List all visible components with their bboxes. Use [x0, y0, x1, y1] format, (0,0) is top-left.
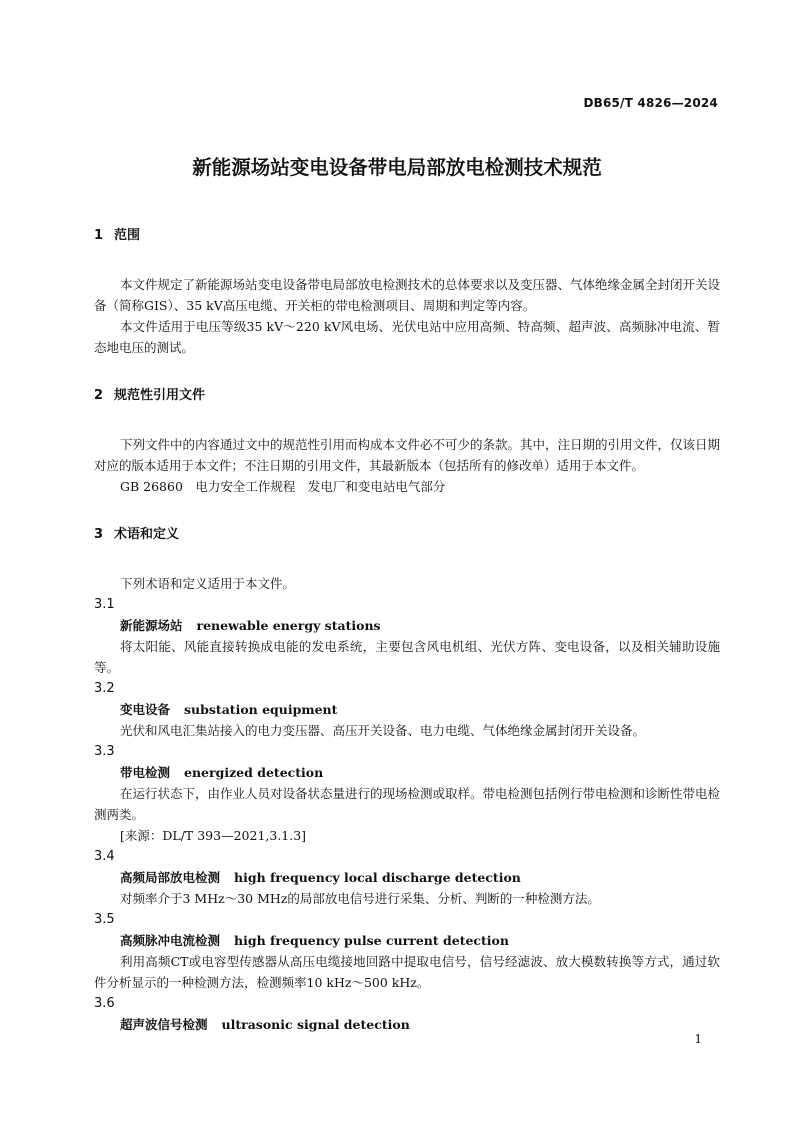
- document-title: 新能源场站变电设备带电局部放电检测技术规范: [192, 156, 602, 179]
- term-definition: 利用高频CT或电容型传感器从高压电缆接地回路中提取电信号，信号经滤波、放大模数转换等方式，通过软件分析显示的一种检测方法，检测频率10 kHz～500 kHz。: [94, 954, 720, 990]
- term-source: [来源：DL/T 393—2021,3.1.3]: [120, 828, 307, 843]
- term-title: [94, 930, 720, 951]
- section-references-body: [94, 434, 720, 497]
- paragraph: 本文件适用于电压等级35 kV～220 kV风电场、光伏电站中应用高频、特高频、超声波、高频脉冲电流、暂态地电压的测试。: [94, 319, 720, 355]
- term-zh: 带电检测: [120, 765, 171, 780]
- section-scope-body: [94, 274, 720, 358]
- paragraph: 下列文件中的内容通过文中的规范性引用而构成本文件必不可少的条款。其中，注日期的引用文件，仅该日期对应的版本适用于本文件；不注日期的引用文件，其最新版本（包括所有的修改单）适用于本文件。: [94, 437, 721, 473]
- term-definition: 在运行状态下，由作业人员对设备状态量进行的现场检测或取样。带电检测包括例行带电检测和诊断性带电检测两类。: [94, 786, 721, 822]
- term-number: 3.5: [94, 912, 115, 927]
- term-en: high frequency pulse current detection: [234, 933, 509, 948]
- paragraph: 本文件规定了新能源场站变电设备带电局部放电检测技术的总体要求以及变压器、气体绝缘金属全封闭开关设备（简称GIS）、35 kV高压电缆、开关柜的带电检测项目、周期和判定等内容。: [94, 277, 721, 313]
- term-en: high frequency local discharge detection: [234, 870, 521, 885]
- page-number: 1: [694, 1032, 702, 1046]
- term-title: [94, 1014, 720, 1035]
- term-zh: 高频局部放电检测: [120, 870, 221, 885]
- section-heading-normative-references: [94, 386, 720, 406]
- section-heading-scope: [94, 226, 720, 246]
- section-number: 2: [94, 388, 104, 403]
- term-definition: 光伏和风电汇集站接入的电力变压器、高压开关设备、电力电缆、气体绝缘金属封闭开关设备。: [120, 723, 646, 738]
- term-number: 3.4: [94, 849, 115, 864]
- term-en: substation equipment: [184, 702, 338, 717]
- term-title: [94, 762, 720, 783]
- section-number: 3: [94, 527, 104, 542]
- section-number: 1: [94, 228, 104, 243]
- section-title: 规范性引用文件: [114, 388, 206, 403]
- term-title: [94, 699, 720, 720]
- term-en: ultrasonic signal detection: [221, 1017, 410, 1032]
- section-title: 范围: [114, 228, 141, 243]
- term-number: 3.6: [94, 996, 115, 1011]
- section-terms-body: [94, 573, 720, 1035]
- term-zh: 高频脉冲电流检测: [120, 933, 221, 948]
- term-definition: 对频率介于3 MHz～30 MHz的局部放电信号进行采集、分析、判断的一种检测方法。: [120, 891, 600, 906]
- section-title: 术语和定义: [114, 527, 180, 542]
- standard-code: DB65/T 4826—2024: [583, 96, 718, 110]
- term-number: 3.3: [94, 744, 115, 759]
- term-title: [94, 615, 720, 636]
- document-body: [94, 226, 720, 1035]
- term-number: 3.1: [94, 597, 115, 612]
- term-en: renewable energy stations: [196, 618, 381, 633]
- reference-item: GB 26860 电力安全工作规程 发电厂和变电站电气部分: [120, 479, 446, 494]
- term-en: energized detection: [184, 765, 324, 780]
- term-zh: 新能源场站: [120, 618, 183, 633]
- term-definition: 将太阳能、风能直接转换成电能的发电系统，主要包含风电机组、光伏方阵、变电设备，以及相关辅助设施等。: [94, 639, 720, 675]
- term-title: [94, 867, 720, 888]
- term-zh: 变电设备: [120, 702, 171, 717]
- term-zh: 超声波信号检测: [120, 1017, 208, 1032]
- section-heading-terms: [94, 525, 720, 545]
- term-number: 3.2: [94, 681, 115, 696]
- terms-intro: 下列术语和定义适用于本文件。: [120, 576, 296, 591]
